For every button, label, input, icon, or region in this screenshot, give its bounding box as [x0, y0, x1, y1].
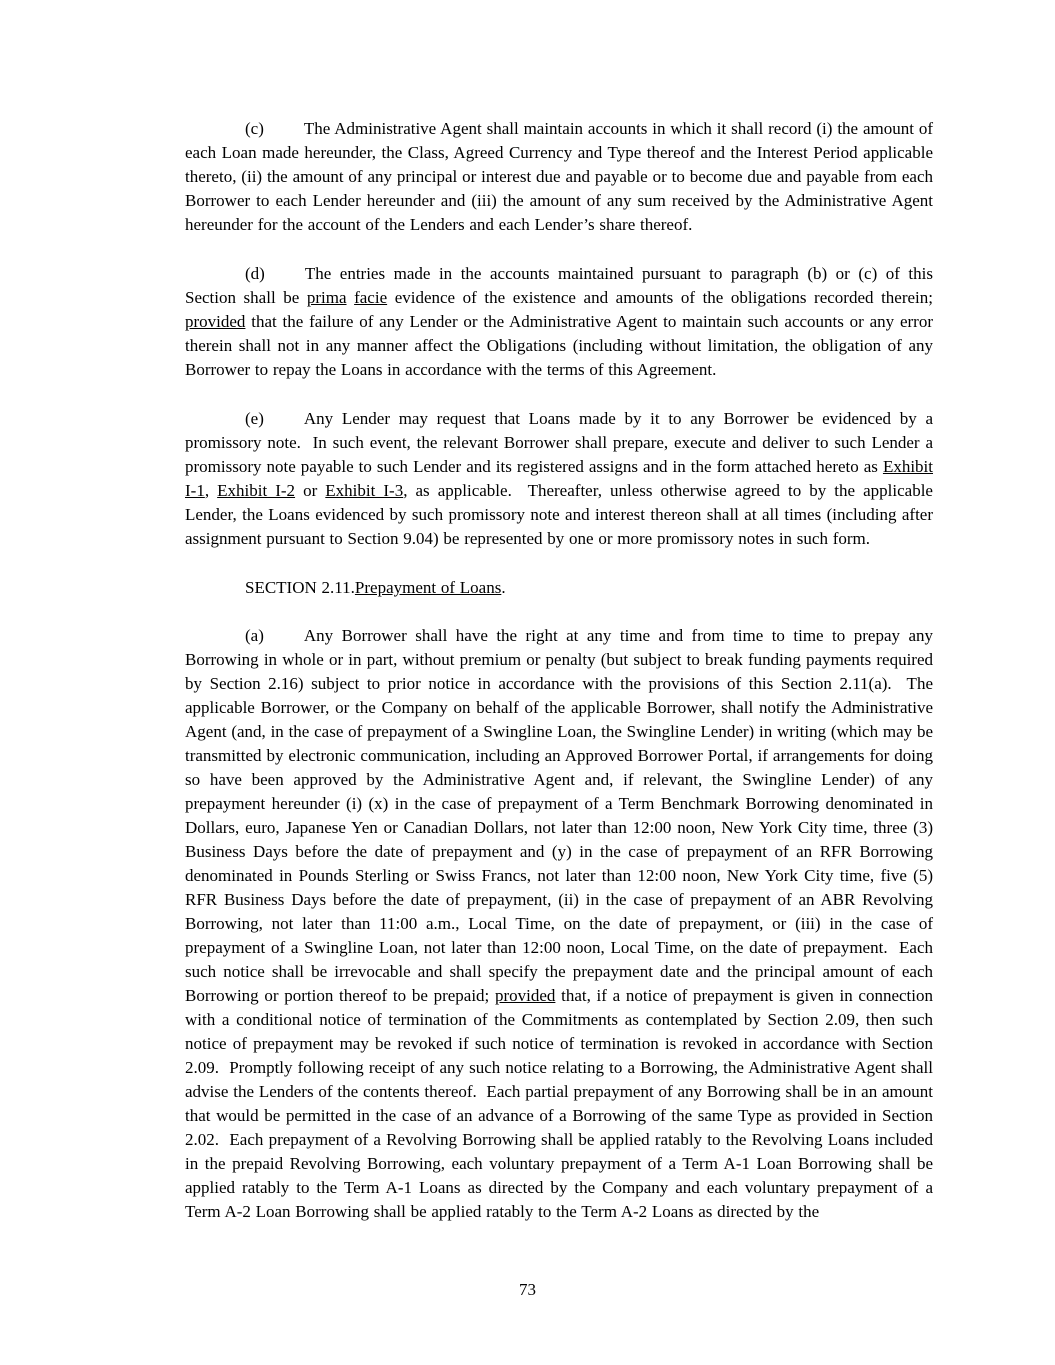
text-run: The Administrative Agent shall maintain accounts in which it shall record (i) the amount of each Loan made hereunder, the Class, Agreed Currency and Type thereof and the Interest Period applicable thereto, (ii) the amount of any principal or interest due and payable or to become due and payable from each Borrower to each Lender hereunder and (iii) the amount of any sum received by the Administrative Agent hereunder for the account of the Lenders and each Lender’s share thereof.: [185, 119, 933, 234]
underlined-text: facie: [354, 288, 388, 307]
text-run: SECTION 2.11.: [245, 578, 355, 597]
paragraph-label: (d): [245, 264, 265, 283]
underlined-text: prima: [306, 288, 347, 307]
text-run: or: [295, 481, 326, 500]
paragraph-c: [185, 117, 933, 237]
page-number: 73: [519, 1280, 536, 1299]
underlined-text: provided: [494, 986, 556, 1005]
text-run: .: [501, 578, 506, 597]
text-run: , as applicable. Thereafter, unless otherwise agreed to by the applicable Lender, the Loans evidenced by such promissory note and interest thereon shall at all times (including after assignment pursuant to Section 9.04) be represented by one or more promissory notes in such form.: [185, 481, 933, 548]
paragraph-label: (e): [245, 409, 264, 428]
paragraph-label: (c): [245, 119, 264, 138]
section-heading-2-11: [185, 576, 933, 600]
paragraph-label: (a): [245, 626, 264, 645]
text-run: that, if a notice of prepayment is given in connection with a conditional notice of termination of the Commitments as contemplated by Section 2.09, then such notice of prepayment may be revoked if such notice of termination is revoked in accordance with Section 2.09. Promptly following receipt of any such notice relating to a Borrowing, the Administrative Agent shall advise the Lenders of the contents thereof. Each partial prepayment of any Borrowing shall be in an amount that would be permitted in the case of an advance of a Borrowing of the same Type as provided in Section 2.02. Each prepayment of a Revolving Borrowing shall be applied ratably to the Revolving Loans included in the prepaid Revolving Borrowing, each voluntary prepayment of a Term A-1 Loan Borrowing shall be applied ratably to the Term A-1 Loans as directed by the Company and each voluntary prepayment of a Term A-2 Loan Borrowing shall be applied ratably to the Term A-2 Loans as directed by the: [185, 986, 933, 1221]
paragraph-d: [185, 262, 933, 382]
underlined-text: Exhibit I-2: [217, 481, 296, 500]
text-run: that the failure of any Lender or the Administrative Agent to maintain such accounts or any error therein shall not in any manner affect the Obligations (including without limitation, the obligation of any Borrower to repay the Loans in accordance with the terms of this Agreement.: [185, 312, 933, 379]
document-body: [185, 117, 933, 1249]
underlined-text: Prepayment of Loans: [354, 578, 502, 597]
underlined-text: Exhibit I-1: [185, 457, 933, 500]
text-run: The entries made in the accounts maintained pursuant to paragraph (b) or (c) of this Section shall be: [185, 264, 933, 307]
paragraph-a: [185, 624, 933, 1224]
text-run: evidence of the existence and amounts of the obligations recorded therein;: [387, 288, 933, 307]
text-run: [347, 288, 355, 307]
text-run: ,: [204, 481, 218, 500]
paragraph-e: [185, 407, 933, 551]
text-run: Any Borrower shall have the right at any time and from time to time to prepay any Borrowing in whole or in part, without premium or penalty (but subject to break funding payments required by Section 2.16) subject to prior notice in accordance with the provisions of this Section 2.11(a). The applicable Borrower, or the Company on behalf of the applicable Borrower, shall notify the Administrative Agent (and, in the case of prepayment of a Swingline Loan, the Swingline Lender) in writing (which may be transmitted by electronic communication, including an Approved Borrower Portal, if arrangements for doing so have been approved by the Administrative Agent and, if relevant, the Swingline Lender) of any prepayment hereunder (i) (x) in the case of prepayment of a Term Benchmark Borrowing denominated in Dollars, euro, Japanese Yen or Canadian Dollars, not later than 12:00 noon, New York City time, three (3) Business Days before the date of prepayment and (y) in the case of prepayment of an RFR Borrowing denominated in Pounds Sterling or Swiss Francs, not later than 12:00 noon, New York City time, five (5) RFR Business Days before the date of prepayment, (ii) in the case of prepayment of an ABR Revolving Borrowing, not later than 11:00 a.m., Local Time, on the date of prepayment, or (iii) in the case of prepayment of a Swingline Loan, not later than 12:00 noon, Local Time, on the date of prepayment. Each such notice shall be irrevocable and shall specify the prepayment date and the principal amount of each Borrowing or portion thereof to be prepaid;: [185, 626, 933, 1005]
underlined-text: Exhibit I-3: [325, 481, 404, 500]
underlined-text: provided: [185, 312, 246, 331]
text-run: Any Lender may request that Loans made by it to any Borrower be evidenced by a promissory note. In such event, the relevant Borrower shall prepare, execute and deliver to such Lender a promissory note payable to such Lender and its registered assigns and in the form attached hereto as: [185, 409, 933, 476]
